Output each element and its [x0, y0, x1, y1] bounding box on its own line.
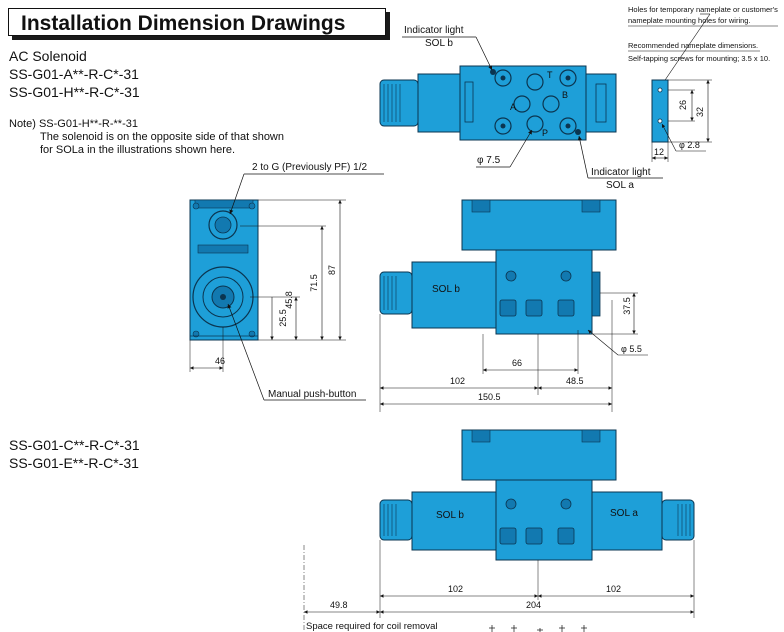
model-label: SS-G01-H**-R-C*-31	[9, 84, 140, 100]
dimension-label: 66	[512, 358, 523, 368]
dimension-label: 102	[448, 584, 464, 594]
callout-label: SOL b	[425, 38, 453, 49]
nameplate-note: Self-tapping screws for mounting; 3.5 x 10.	[628, 54, 771, 63]
dimension-label: 25.5	[278, 309, 288, 327]
solenoid-a	[592, 492, 662, 550]
dimension-label: 48.5	[566, 376, 584, 386]
dimension-label: 32	[695, 106, 705, 118]
dimension-label: 71.5	[309, 274, 319, 292]
nameplate-note: nameplate mounting holes for wiring.	[628, 16, 751, 25]
note-text: for SOLa in the illustrations shown here.	[40, 144, 236, 156]
dimension-label: 204	[526, 600, 542, 610]
port-b	[543, 96, 559, 112]
ac-solenoid-heading: AC Solenoid	[9, 48, 87, 64]
solenoid-label: SOL a	[610, 508, 638, 519]
dimension-label: 102	[606, 584, 622, 594]
dimension-label: φ 5.5	[621, 344, 642, 354]
dimension-label: 12	[654, 147, 665, 157]
dimension-label: φ 2.8	[679, 140, 700, 150]
port-label: B	[562, 90, 569, 100]
page-title: Installation Dimension Drawings	[21, 12, 346, 35]
port-p	[527, 116, 543, 132]
indicator-light-b	[490, 69, 496, 75]
callout-label: 2 to G (Previously PF) 1/2	[252, 162, 368, 173]
solenoid-label: SOL b	[436, 510, 464, 521]
model-label: SS-G01-A**-R-C*-31	[9, 66, 139, 82]
note-text: The solenoid is on the opposite side of that shown	[40, 131, 284, 143]
end-view	[190, 162, 384, 400]
dimension-label: 46	[215, 356, 226, 366]
solenoid-housing	[418, 74, 460, 132]
solenoid-label: SOL b	[432, 284, 460, 295]
top-view	[380, 23, 663, 191]
nameplate-note: Recommended nameplate dimensions.	[628, 41, 759, 50]
port-t	[527, 74, 543, 90]
callout-label: SOL a	[606, 180, 634, 191]
nameplate-note: Holes for temporary nameplate or customer's	[628, 5, 778, 14]
port-a	[514, 96, 530, 112]
coil-connector	[380, 80, 418, 126]
nameplate-detail	[628, 5, 778, 162]
valve-body	[496, 480, 592, 560]
dimension-label: 37.5	[622, 297, 632, 315]
dimension-label: 87	[327, 264, 337, 276]
dimension-label: 45.8	[284, 291, 294, 309]
solenoid-b	[412, 492, 496, 550]
callout-label: Manual push-button	[268, 389, 357, 400]
dimension-label: 26	[678, 99, 688, 111]
model-label: SS-G01-E**-R-C*-31	[9, 455, 139, 471]
dimension-label: φ 7.5	[477, 155, 501, 166]
dimension-label: 102	[450, 376, 466, 386]
callout-label: Space required for coil removal	[306, 621, 438, 632]
side-view-double	[304, 430, 694, 632]
dimension-label: 150.5	[478, 392, 501, 402]
indicator-light-a	[575, 129, 581, 135]
dimension-label: 49.8	[330, 600, 348, 610]
callout-label: Indicator light	[404, 25, 464, 36]
model-label: SS-G01-C**-R-C*-31	[9, 437, 140, 453]
side-view-single	[380, 200, 648, 412]
callout-label: Indicator light	[591, 167, 651, 178]
note-text: Note) SS-G01-H**-R-**-31	[9, 118, 138, 130]
port-label: A	[510, 102, 517, 112]
valve-body	[496, 250, 592, 334]
solenoid-b	[412, 262, 496, 328]
port-label: T	[547, 70, 553, 80]
port-label: P	[542, 128, 549, 138]
